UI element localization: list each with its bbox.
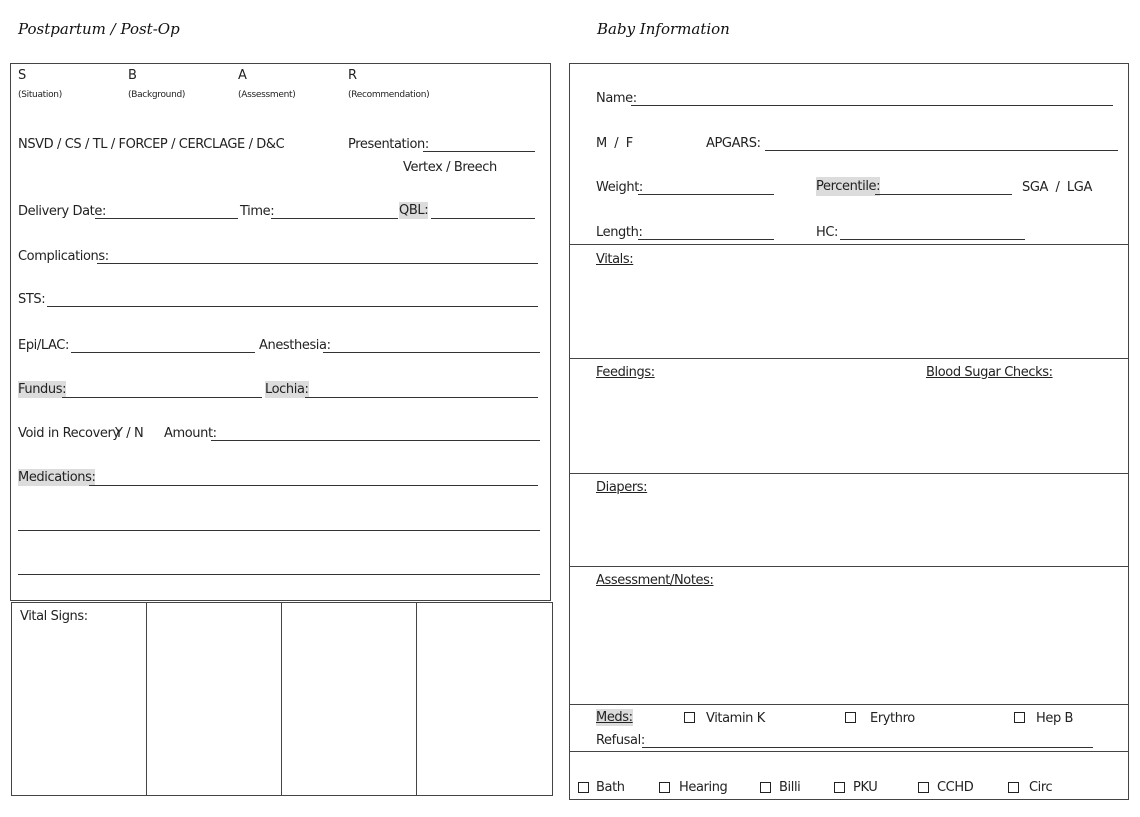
vitamin-k-checkbox[interactable]	[684, 712, 695, 723]
hearing-checkbox[interactable]	[659, 782, 670, 793]
section-divider	[569, 566, 1129, 567]
complications-label: Complications:	[18, 249, 109, 264]
vitamin-k-label: Vitamin K	[706, 711, 765, 726]
hep-b-checkbox[interactable]	[1014, 712, 1025, 723]
vital-signs-divider	[281, 602, 282, 796]
billi-label: Billi	[779, 780, 801, 795]
refusal-field[interactable]	[642, 747, 1093, 748]
postpartum-header: Postpartum / Post-Op	[18, 20, 180, 38]
name-label: Name:	[596, 91, 637, 106]
sbar-b-letter: B	[128, 68, 137, 83]
vital-signs-divider	[146, 602, 147, 796]
amount-field[interactable]	[211, 440, 540, 441]
apgars-label: APGARS:	[706, 136, 761, 151]
hc-field[interactable]	[840, 239, 1025, 240]
length-label: Length:	[596, 225, 643, 240]
sex-options: M / F	[596, 136, 633, 151]
time-label: Time:	[240, 204, 275, 219]
weight-label: Weight:	[596, 180, 643, 195]
qbl-label: QBL:	[399, 203, 429, 218]
bath-label: Bath	[596, 780, 625, 795]
amount-label: Amount:	[164, 426, 217, 441]
billi-checkbox[interactable]	[760, 782, 771, 793]
percentile-field[interactable]	[875, 194, 1012, 195]
baby-info-panel	[569, 63, 1129, 800]
length-field[interactable]	[638, 239, 774, 240]
bath-checkbox[interactable]	[578, 782, 589, 793]
sbar-b-label: (Background)	[128, 90, 186, 100]
delivery-date-field[interactable]	[95, 218, 238, 219]
hearing-label: Hearing	[679, 780, 728, 795]
vital-signs-divider	[416, 602, 417, 796]
section-divider	[569, 244, 1129, 245]
fundus-field[interactable]	[62, 397, 262, 398]
sbar-a-label: (Assessment)	[238, 90, 296, 100]
medications-field-line-3[interactable]	[18, 574, 540, 575]
anesthesia-label: Anesthesia:	[259, 338, 331, 353]
lochia-field[interactable]	[305, 397, 538, 398]
blood-sugar-label: Blood Sugar Checks:	[926, 365, 1053, 380]
sbar-r-letter: R	[348, 68, 357, 83]
assessment-notes-label: Assessment/Notes:	[596, 573, 714, 588]
medications-field[interactable]	[89, 485, 538, 486]
lochia-label: Lochia:	[265, 382, 309, 397]
sbar-s-label: (Situation)	[18, 90, 62, 100]
weight-field[interactable]	[638, 194, 774, 195]
circ-checkbox[interactable]	[1008, 782, 1019, 793]
medications-field-line-2[interactable]	[18, 530, 540, 531]
delivery-date-label: Delivery Date:	[18, 204, 106, 219]
vitals-label: Vitals:	[596, 252, 634, 267]
sts-label: STS:	[18, 292, 46, 307]
section-divider	[569, 751, 1129, 752]
pku-checkbox[interactable]	[834, 782, 845, 793]
cchd-label: CCHD	[937, 780, 974, 795]
vital-signs-grid	[11, 602, 553, 796]
qbl-field[interactable]	[431, 218, 535, 219]
epi-lac-field[interactable]	[71, 352, 255, 353]
hep-b-label: Hep B	[1036, 711, 1074, 726]
circ-label: Circ	[1029, 780, 1053, 795]
diapers-label: Diapers:	[596, 480, 648, 495]
hc-label: HC:	[816, 225, 839, 240]
cchd-checkbox[interactable]	[918, 782, 929, 793]
erythro-checkbox[interactable]	[845, 712, 856, 723]
section-divider	[569, 704, 1129, 705]
section-divider	[569, 473, 1129, 474]
presentation-options: Vertex / Breech	[403, 160, 497, 175]
presentation-label: Presentation:	[348, 137, 429, 152]
apgars-field[interactable]	[765, 150, 1118, 151]
erythro-label: Erythro	[870, 711, 915, 726]
refusal-label: Refusal:	[596, 733, 645, 748]
vital-signs-label: Vital Signs:	[20, 609, 88, 624]
pku-label: PKU	[853, 780, 878, 795]
medications-label: Medications:	[18, 470, 96, 485]
sbar-a-letter: A	[238, 68, 247, 83]
name-field[interactable]	[631, 105, 1113, 106]
sga-lga-options: SGA / LGA	[1022, 180, 1092, 195]
sbar-r-label: (Recommendation)	[348, 90, 430, 100]
baby-info-header: Baby Information	[597, 20, 730, 38]
presentation-field[interactable]	[423, 151, 535, 152]
sts-field[interactable]	[47, 306, 538, 307]
sbar-s-letter: S	[18, 68, 26, 83]
void-in-recovery-label: Void in Recovery	[18, 426, 120, 441]
complications-field[interactable]	[97, 263, 538, 264]
delivery-type-options: NSVD / CS / TL / FORCEP / CERCLAGE / D&C	[18, 137, 285, 152]
anesthesia-field[interactable]	[323, 352, 540, 353]
section-divider	[569, 358, 1129, 359]
fundus-label: Fundus:	[18, 382, 67, 397]
percentile-label: Percentile:	[816, 179, 881, 194]
meds-label: Meds:	[596, 710, 633, 725]
time-field[interactable]	[271, 218, 398, 219]
void-yn-options: Y / N	[115, 426, 144, 441]
feedings-label: Feedings:	[596, 365, 655, 380]
epi-lac-label: Epi/LAC:	[18, 338, 69, 353]
